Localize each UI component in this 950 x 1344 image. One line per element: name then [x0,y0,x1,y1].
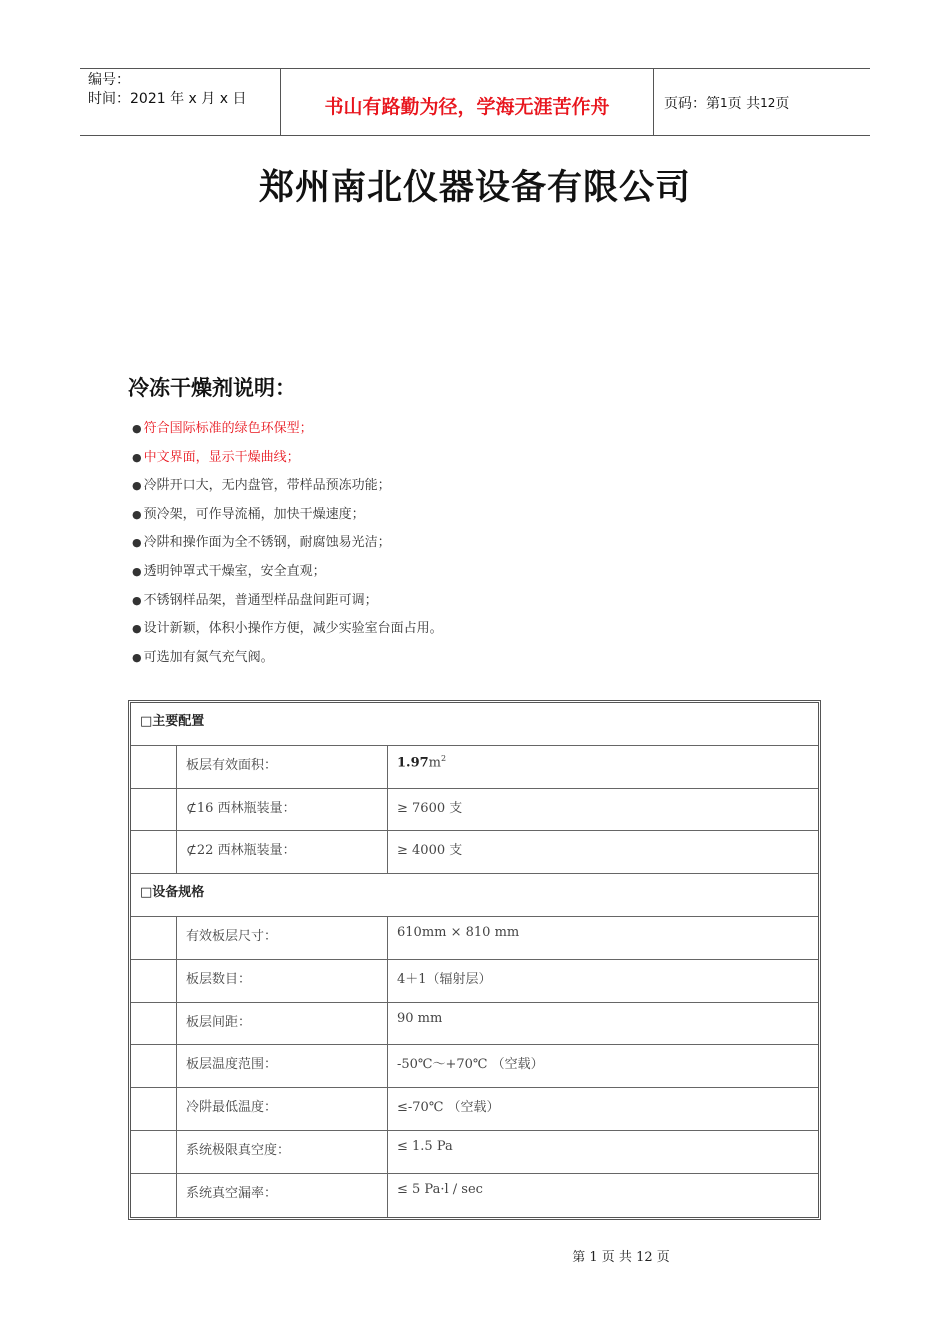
feature-list [132,418,443,675]
bullet-icon: ● [132,422,142,435]
time-label: 时间：2021 年 x 月 x 日 [88,91,247,107]
table-row [131,960,818,1003]
page-current: 1 [720,96,728,110]
spec-value: ≤ 1.5 Pa [397,1138,453,1154]
spec-value: ≤ 5 Pa·l / sec [397,1181,483,1197]
spec-label: 有效板层尺寸： [177,917,388,959]
spec-label: 板层有效面积： [177,746,388,788]
spec-value: -50℃～+70℃ （空载） [397,1057,544,1073]
table-row [131,746,818,789]
bullet-icon: ● [132,479,142,493]
feature-item: ● 冷阱和操作面为全不锈钢，耐腐蚀易光洁； [132,535,391,551]
table-row [131,1003,818,1046]
bullet-icon: ● [132,650,142,664]
table-row [131,1174,818,1217]
bullet-icon: ● [132,564,142,578]
feature-item: ● 透明钟罩式干燥室，安全直观； [132,563,326,579]
spec-label: 板层温度范围： [177,1045,388,1087]
page-header [80,68,870,136]
feature-item: ● 设计新颖，体积小操作方便，减少实验室台面占用。 [132,621,443,637]
page-prefix: 页码：第 [664,96,720,112]
page-mid: 页 共 [727,96,761,112]
bullet-icon: ● [132,593,142,607]
table-row [131,789,818,832]
page-total: 12 [760,96,776,110]
spec-value: ≤-70℃ （空载） [397,1100,500,1116]
spec-label: 系统极限真空度： [177,1131,388,1173]
table-row [131,1088,818,1131]
bullet-icon: ● [132,450,142,464]
header-motto: 书山有路勤为径，学海无涯苦作舟 [281,69,654,135]
spec-value: 4＋1（辐射层） [397,971,492,987]
company-name: 郑州南北仪器设备有限公司 [258,168,691,208]
spec-value: ≥ 4000 支 [397,843,463,859]
spec-label: ⊄16 西林瓶装量： [177,789,388,831]
footer-page-current: 1 [589,1250,598,1265]
page-footer: 第 1 页 共 12 页 [572,1250,670,1265]
spec-label: 冷阱最低温度： [177,1088,388,1130]
feature-item: ● 冷阱开口大，无内盘管，带样品预冻功能； [132,478,391,494]
spec-value: $1.97m^2$ [397,753,447,771]
spec-value: 90 mm [397,1010,443,1026]
bullet-icon: ● [132,536,142,550]
footer-page-total: 12 [636,1250,653,1265]
spec-label: ⊄22 西林瓶装量： [177,831,388,873]
spec-label: 板层数目： [177,960,388,1002]
spec-value: 610mm × 810 mm [397,924,520,940]
table-row [131,831,818,874]
header-page-info [654,69,870,135]
bullet-icon: ● [132,622,142,636]
page-suffix: 页 [775,96,790,112]
feature-item: ● 中文界面，显示干燥曲线； [132,449,300,465]
spec-group-equipment-specs: □设备规格 [131,874,818,917]
spec-table [128,700,821,1220]
table-row [131,1131,818,1174]
feature-item: ● 可选加有氮气充气阀。 [132,649,274,665]
spec-group-main-config: □主要配置 [131,703,818,746]
feature-item: ● 符合国际标准的绿色环保型； [132,421,313,436]
table-row [131,1045,818,1088]
table-row [131,917,818,960]
spec-label: 板层间距： [177,1003,388,1045]
header-meta [80,69,281,135]
section-title: 冷冻干燥剂说明： [128,376,296,400]
number-label: 编号： [88,72,130,88]
bullet-icon: ● [132,507,142,521]
spec-value: ≥ 7600 支 [397,800,463,816]
spec-label: 系统真空漏率： [177,1174,388,1217]
feature-item: ● 不锈钢样品架，普通型样品盘间距可调； [132,592,378,608]
feature-item: ● 预冷架，可作导流桶，加快干燥速度； [132,506,365,522]
